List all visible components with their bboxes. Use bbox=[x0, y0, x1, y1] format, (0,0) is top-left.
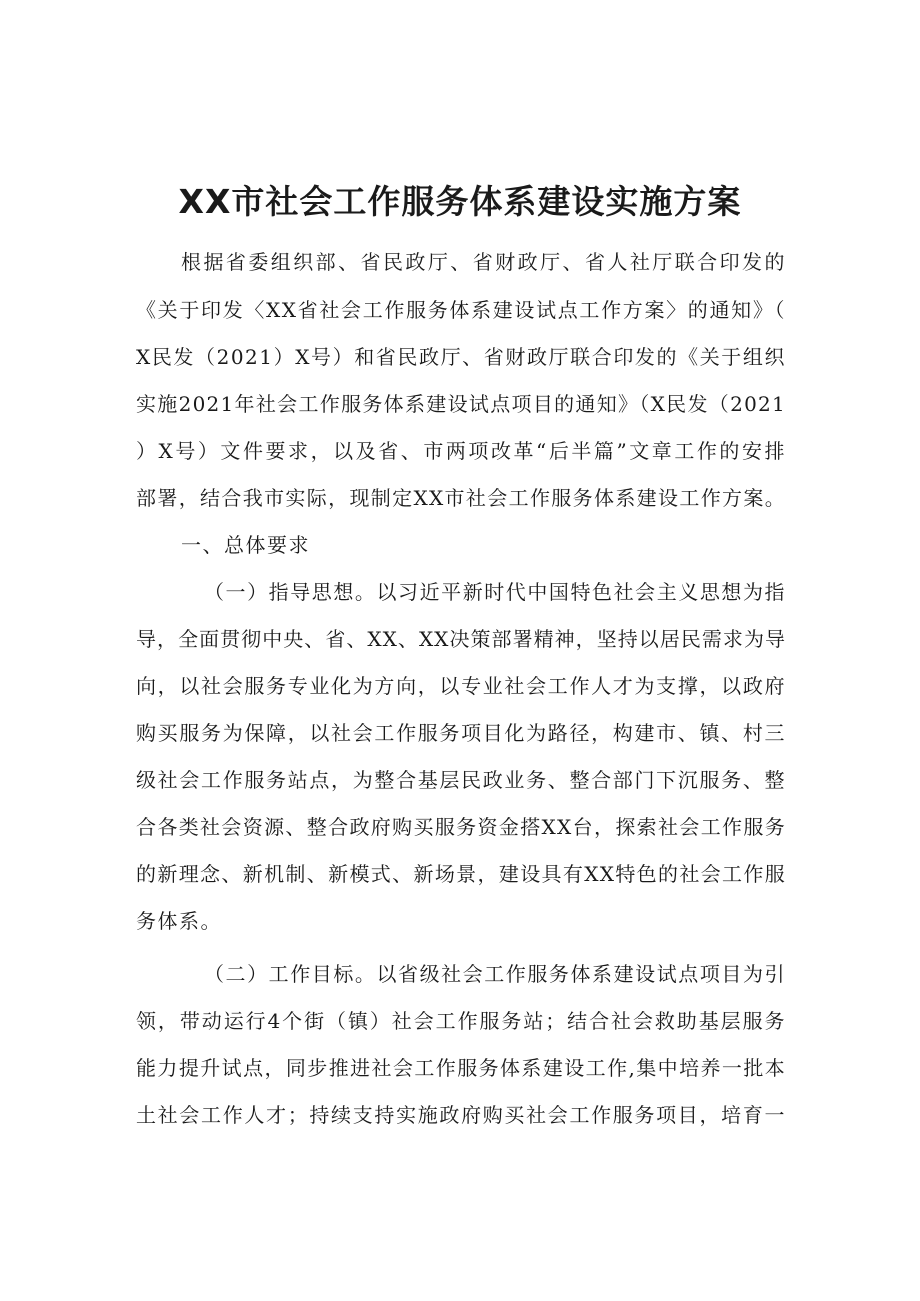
paragraph-1-line-2: 《关于印发〈XX省社会工作服务体系建设试点工作方案〉的通知》（ bbox=[136, 298, 786, 322]
paragraph-2-line-7: 的新理念、新机制、新模式、新场景，建设具有XX特色的社会工作服 bbox=[136, 862, 786, 886]
paragraph-3-line-2: 领，带动运行4个街（镇）社会工作服务站；结合社会救助基层服务 bbox=[136, 1009, 786, 1033]
paragraph-3-line-4: 土社会工作人才；持续支持实施政府购买社会工作服务项目，培育一 bbox=[136, 1103, 786, 1127]
document-title: XX市社会工作服务体系建设实施方案 bbox=[178, 182, 742, 221]
paragraph-2-line-8: 务体系。 bbox=[136, 909, 222, 933]
paragraph-2-line-5: 级社会工作服务站点，为整合基层民政业务、整合部门下沉服务、整 bbox=[136, 768, 786, 792]
paragraph-2-line-3: 向，以社会服务专业化为方向，以专业社会工作人才为支撑，以政府 bbox=[136, 674, 786, 698]
paragraph-1-line-5: ）X号）文件要求，以及省、市两项改革“后半篇”文章工作的安排 bbox=[136, 439, 786, 463]
paragraph-1-line-4: 实施2021年社会工作服务体系建设试点项目的通知》（X民发（2021 bbox=[136, 392, 786, 416]
paragraph-2-line-4: 购买服务为保障，以社会工作服务项目化为路径，构建市、镇、村三 bbox=[136, 721, 786, 745]
paragraph-2-line-6: 合各类社会资源、整合政府购买服务资金搭XX台，探索社会工作服务 bbox=[136, 815, 786, 839]
paragraph-2-line-1: （一）指导思想。以习近平新时代中国特色社会主义思想为指 bbox=[204, 580, 786, 604]
paragraph-1-line-3: X民发（2021）X号）和省民政厅、省财政厅联合印发的《关于组织 bbox=[136, 345, 786, 369]
section-1-heading: 一、总体要求 bbox=[181, 533, 310, 557]
paragraph-1-line-6: 部署，结合我市实际，现制定XX市社会工作服务体系建设工作方案。 bbox=[136, 486, 786, 510]
paragraph-3-line-1: （二）工作目标。以省级社会工作服务体系建设试点项目为引 bbox=[204, 962, 786, 986]
paragraph-3-line-3: 能力提升试点，同步推进社会工作服务体系建设工作,集中培养一批本 bbox=[136, 1056, 786, 1080]
paragraph-2-line-2: 导，全面贯彻中央、省、XX、XX决策部署精神，坚持以居民需求为导 bbox=[136, 627, 786, 651]
paragraph-1-line-1: 根据省委组织部、省民政厅、省财政厅、省人社厅联合印发的 bbox=[181, 250, 786, 274]
